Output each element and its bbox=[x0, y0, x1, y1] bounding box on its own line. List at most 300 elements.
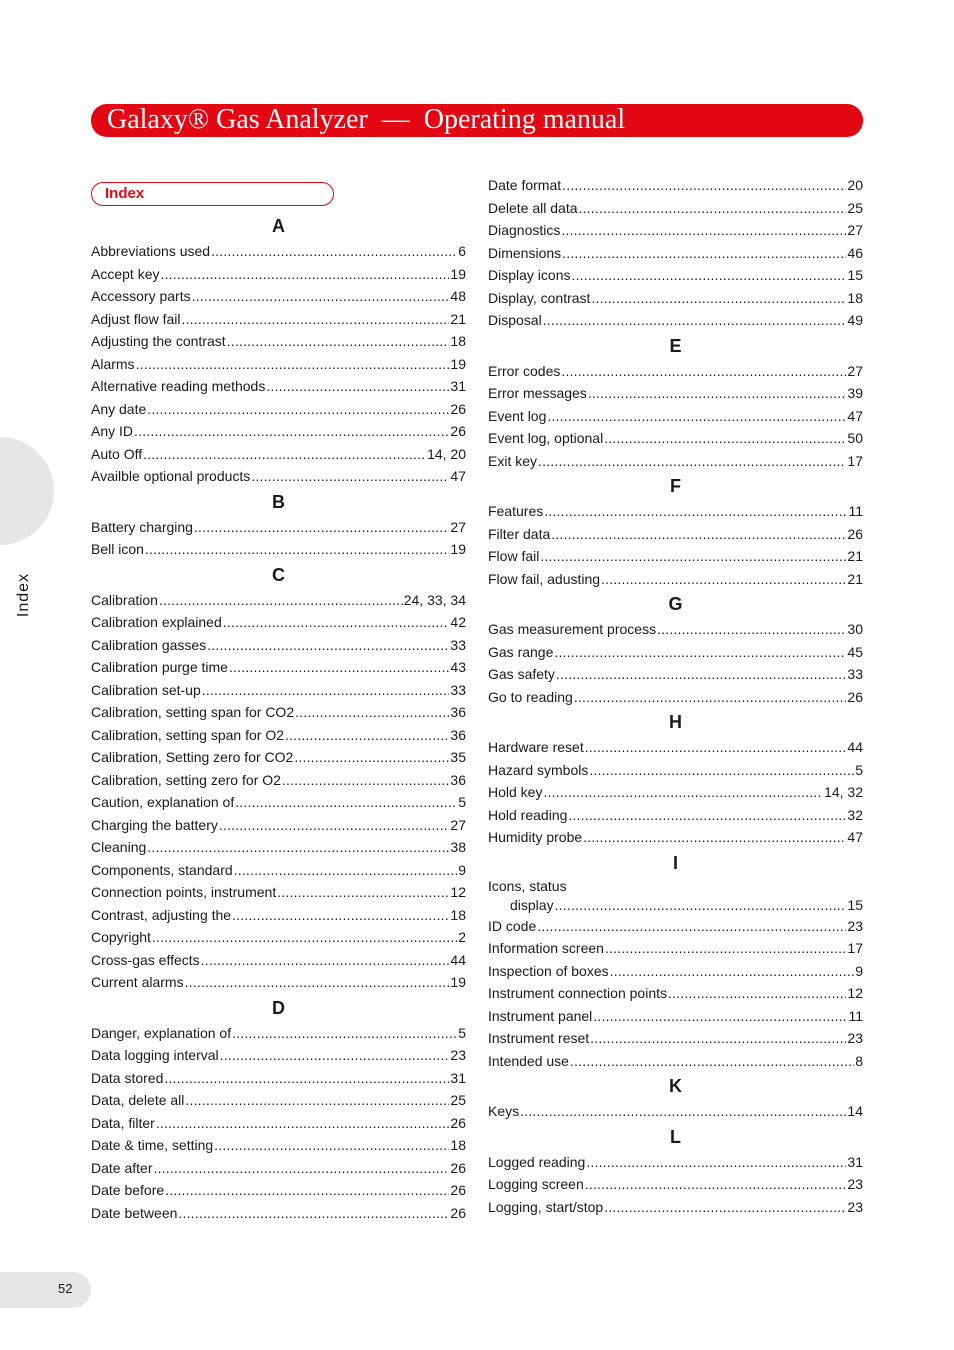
dot-leader bbox=[540, 545, 846, 568]
index-entry-page: 27 bbox=[450, 816, 466, 833]
dot-leader bbox=[160, 263, 449, 286]
index-entry-page: 19 bbox=[450, 974, 466, 990]
dot-leader bbox=[220, 1044, 450, 1067]
index-entry-page: 49 bbox=[847, 312, 863, 328]
index-entry-term: Auto Off bbox=[91, 445, 143, 462]
index-entry-page: 25 bbox=[847, 199, 863, 216]
index-entry bbox=[488, 759, 863, 782]
dot-leader bbox=[156, 1112, 450, 1135]
index-entry-term: Filter data bbox=[488, 525, 551, 542]
index-entry-term: Hardware reset bbox=[488, 739, 584, 755]
index-entry bbox=[488, 242, 863, 265]
index-entry-term: Inspection of boxes bbox=[488, 962, 609, 979]
index-entry-term: Availble optional products bbox=[91, 468, 251, 484]
index-entry-page: 42 bbox=[450, 614, 466, 630]
index-entry-term: Instrument reset bbox=[488, 1030, 590, 1046]
index-entry-page: 26 bbox=[450, 1182, 466, 1198]
dot-leader bbox=[147, 398, 449, 421]
index-entry-page: 50 bbox=[847, 430, 863, 446]
index-entry-page: 33 bbox=[847, 666, 863, 682]
index-entry bbox=[91, 285, 466, 308]
index-entry-term: Hazard symbols bbox=[488, 761, 589, 778]
index-entry-term: Alternative reading methods bbox=[91, 378, 266, 394]
index-entry-page: 19 bbox=[450, 355, 466, 372]
index-letter-heading: I bbox=[672, 852, 678, 873]
index-entry-term: Date after bbox=[91, 1159, 153, 1176]
dot-leader bbox=[574, 686, 847, 709]
dot-leader bbox=[591, 287, 846, 310]
index-entry-page: 44 bbox=[847, 739, 863, 755]
index-entry-page: 15 bbox=[847, 267, 863, 283]
index-entry-term: Disposal bbox=[488, 312, 542, 328]
dot-leader bbox=[579, 197, 847, 220]
index-entry-page: 47 bbox=[847, 407, 863, 424]
index-entry-term: Alarms bbox=[91, 355, 135, 372]
dot-leader bbox=[211, 240, 457, 263]
index-entry-page: 5 bbox=[458, 794, 466, 810]
index-entry-term: Diagnostics bbox=[488, 222, 561, 238]
index-entry bbox=[488, 1027, 863, 1050]
dot-leader bbox=[555, 896, 847, 915]
index-entry-page: 26 bbox=[450, 1114, 466, 1131]
index-column-left bbox=[91, 212, 466, 1224]
index-entry bbox=[91, 538, 466, 561]
dot-leader bbox=[219, 814, 450, 837]
index-entry-term: Data stored bbox=[91, 1069, 164, 1086]
side-tab bbox=[0, 437, 54, 545]
index-entry bbox=[91, 634, 466, 657]
index-entry bbox=[91, 516, 466, 539]
page-number: 52 bbox=[58, 1281, 73, 1296]
index-entry bbox=[91, 1022, 466, 1045]
index-letter-heading: B bbox=[272, 491, 285, 512]
index-entry bbox=[488, 382, 863, 405]
index-entry bbox=[91, 1067, 466, 1090]
index-entry bbox=[488, 405, 863, 428]
dot-leader bbox=[593, 1005, 847, 1028]
dot-leader bbox=[143, 443, 426, 466]
index-entry-term: Hold key bbox=[488, 784, 543, 800]
index-entry bbox=[91, 904, 466, 927]
index-entry-term: Delete all data bbox=[488, 199, 578, 216]
index-entry bbox=[91, 746, 466, 769]
index-entry-term: Humidity probe bbox=[488, 829, 583, 845]
dot-leader bbox=[136, 353, 450, 376]
index-entry-page: 20 bbox=[847, 177, 863, 193]
index-entry-term: Intended use bbox=[488, 1052, 569, 1069]
index-entry-page: 18 bbox=[450, 906, 466, 923]
index-entry-page: 47 bbox=[847, 829, 863, 845]
index-entry-page: 9 bbox=[855, 962, 863, 979]
index-entry-page: 18 bbox=[847, 289, 863, 306]
index-entry-page: 48 bbox=[450, 288, 466, 304]
dot-leader bbox=[282, 769, 450, 792]
dot-leader bbox=[610, 960, 855, 983]
dot-leader bbox=[295, 701, 449, 724]
index-entry bbox=[91, 375, 466, 398]
dot-leader bbox=[537, 915, 846, 938]
index-entry bbox=[91, 263, 466, 286]
index-entry-page: 5 bbox=[458, 1024, 466, 1041]
index-entry-page: 27 bbox=[450, 518, 466, 535]
index-entry bbox=[91, 881, 466, 904]
index-entry-page: 19 bbox=[450, 265, 466, 282]
index-entry bbox=[91, 1179, 466, 1202]
index-entry-term: Dimensions bbox=[488, 244, 562, 261]
dot-leader bbox=[605, 937, 846, 960]
index-entry-page: 23 bbox=[847, 1198, 863, 1215]
index-entry bbox=[91, 240, 466, 263]
dot-leader bbox=[194, 516, 449, 539]
index-entry bbox=[91, 971, 466, 994]
index-entry bbox=[91, 1112, 466, 1135]
dot-leader bbox=[588, 382, 847, 405]
index-entry-term: Cross-gas effects bbox=[91, 951, 200, 968]
dot-leader bbox=[152, 926, 457, 949]
index-entry-term: Instrument panel bbox=[488, 1007, 593, 1024]
index-entry bbox=[488, 174, 863, 197]
index-entry-page: 21 bbox=[847, 570, 863, 587]
dot-leader bbox=[159, 589, 403, 612]
index-entry-page: 11 bbox=[848, 503, 863, 519]
dot-leader bbox=[657, 618, 846, 641]
index-entry-term: Adjusting the contrast bbox=[91, 333, 226, 349]
index-entry bbox=[91, 353, 466, 376]
dot-leader bbox=[207, 634, 449, 657]
dot-leader bbox=[544, 500, 847, 523]
index-entry bbox=[91, 926, 466, 949]
index-entry-page: 33 bbox=[450, 636, 466, 653]
index-entry-page: 14 bbox=[847, 1103, 863, 1119]
index-entry-page: 26 bbox=[450, 1204, 466, 1221]
index-entry bbox=[91, 656, 466, 679]
index-entry-page: 5 bbox=[855, 761, 863, 778]
index-entry bbox=[488, 915, 863, 938]
index-entry bbox=[91, 836, 466, 859]
dot-leader bbox=[134, 420, 449, 443]
index-entry-term: Hold reading bbox=[488, 806, 568, 823]
index-entry bbox=[91, 701, 466, 724]
index-entry bbox=[91, 1044, 466, 1067]
index-letter-heading: F bbox=[670, 476, 681, 496]
index-entry bbox=[488, 877, 863, 896]
index-entry bbox=[91, 814, 466, 837]
dot-leader bbox=[601, 568, 846, 591]
index-entry-page: 19 bbox=[450, 541, 466, 557]
dot-leader bbox=[145, 538, 450, 561]
index-entry-page: 17 bbox=[847, 452, 863, 469]
dot-leader bbox=[192, 285, 450, 308]
index-entry-page: 9 bbox=[458, 861, 466, 878]
dot-leader bbox=[556, 663, 847, 686]
dot-leader bbox=[570, 1050, 854, 1073]
index-letter-heading: C bbox=[272, 564, 285, 585]
dot-leader bbox=[202, 679, 450, 702]
dot-leader bbox=[538, 450, 846, 473]
index-entry bbox=[91, 330, 466, 353]
index-entry-page: 8 bbox=[855, 1052, 863, 1069]
index-entry bbox=[488, 1050, 863, 1073]
index-entry-term: Calibration bbox=[91, 591, 158, 608]
index-entry-page: 18 bbox=[450, 333, 466, 349]
index-entry-page: 12 bbox=[450, 884, 466, 900]
index-entry bbox=[91, 611, 466, 634]
index-entry bbox=[488, 545, 863, 568]
index-entry-page: 47 bbox=[450, 468, 466, 484]
dot-leader bbox=[590, 1027, 846, 1050]
index-entry-page: 24, 33, 34 bbox=[403, 591, 466, 608]
index-entry-page: 26 bbox=[450, 400, 466, 417]
index-entry-page: 21 bbox=[450, 310, 466, 327]
index-entry-page: 35 bbox=[450, 749, 466, 765]
dot-leader bbox=[561, 219, 846, 242]
index-letter-heading: E bbox=[669, 335, 682, 356]
index-entry bbox=[91, 589, 466, 612]
manual-title-bar bbox=[91, 104, 863, 137]
index-entry-term: Calibration purge time bbox=[91, 659, 228, 675]
index-entry-term: Display, contrast bbox=[488, 289, 591, 306]
index-entry bbox=[91, 308, 466, 331]
index-entry-term: Logging screen bbox=[488, 1176, 584, 1192]
index-entry-term: Event log bbox=[488, 407, 547, 424]
index-entry bbox=[91, 398, 466, 421]
index-entry-page: 11 bbox=[848, 1007, 863, 1024]
dot-leader bbox=[668, 982, 846, 1005]
index-entry-page: 2 bbox=[458, 929, 466, 945]
dot-leader bbox=[181, 308, 449, 331]
index-entry-page: 26 bbox=[847, 688, 863, 705]
index-entry-page: 23 bbox=[847, 1030, 863, 1046]
dot-leader bbox=[583, 826, 846, 849]
index-entry bbox=[488, 1196, 863, 1219]
index-entry-term: Danger, explanation of bbox=[91, 1024, 232, 1041]
dot-leader bbox=[223, 611, 450, 634]
index-entry-term: Cleaning bbox=[91, 839, 147, 855]
dot-leader bbox=[586, 1151, 846, 1174]
dot-leader bbox=[285, 724, 449, 747]
index-entry bbox=[488, 937, 863, 960]
index-entry-page: 36 bbox=[450, 771, 466, 788]
index-entry-page: 27 bbox=[847, 362, 863, 379]
dot-leader bbox=[227, 330, 450, 353]
index-entry-page: 26 bbox=[450, 423, 466, 439]
dot-leader bbox=[585, 736, 847, 759]
index-entry bbox=[91, 1134, 466, 1157]
index-column-right bbox=[488, 174, 863, 1218]
dot-leader bbox=[185, 1089, 449, 1112]
index-entry-term: Calibration, setting zero for O2 bbox=[91, 771, 281, 788]
index-entry-page: 31 bbox=[450, 1069, 466, 1086]
index-entry-page: 46 bbox=[847, 244, 863, 261]
index-entry-page: 30 bbox=[847, 621, 863, 637]
index-entry bbox=[488, 736, 863, 759]
index-entry bbox=[488, 960, 863, 983]
index-entry-term: Information screen bbox=[488, 940, 604, 956]
index-entry bbox=[91, 465, 466, 488]
index-entry-page: 45 bbox=[847, 643, 863, 660]
index-entry-term: ID code bbox=[488, 917, 537, 934]
index-entry bbox=[488, 360, 863, 383]
index-entry-page: 21 bbox=[847, 548, 863, 564]
index-entry bbox=[488, 641, 863, 664]
index-entry-page: 38 bbox=[450, 839, 466, 855]
index-entry bbox=[91, 1089, 466, 1112]
index-entry bbox=[488, 804, 863, 827]
index-entry-term: Copyright bbox=[91, 929, 151, 945]
index-entry bbox=[488, 568, 863, 591]
dot-leader bbox=[234, 859, 458, 882]
side-index-label bbox=[11, 570, 37, 620]
index-entry bbox=[91, 791, 466, 814]
index-entry bbox=[488, 309, 863, 332]
dot-leader bbox=[178, 1202, 449, 1225]
dot-leader bbox=[232, 904, 449, 927]
index-entry bbox=[488, 219, 863, 242]
index-entry bbox=[488, 264, 863, 287]
index-entry-term: Contrast, adjusting the bbox=[91, 906, 232, 923]
index-entry-page: 44 bbox=[450, 951, 466, 968]
dot-leader bbox=[165, 1179, 449, 1202]
index-entry-term: Calibration, Setting zero for CO2 bbox=[91, 749, 294, 765]
dot-leader bbox=[232, 1022, 457, 1045]
index-entry-page: 27 bbox=[847, 222, 863, 238]
index-entry-term: Abbreviations used bbox=[91, 243, 211, 259]
dot-leader bbox=[153, 1157, 449, 1180]
index-entry bbox=[488, 450, 863, 473]
index-entry-term: Event log, optional bbox=[488, 430, 604, 446]
index-entry bbox=[91, 1157, 466, 1180]
dot-leader bbox=[604, 427, 846, 450]
index-entry-page: 36 bbox=[450, 704, 466, 720]
dot-leader bbox=[294, 746, 449, 769]
index-entry-term: Calibration, setting span for CO2 bbox=[91, 704, 295, 720]
index-entry bbox=[488, 1173, 863, 1196]
index-entry bbox=[488, 1005, 863, 1028]
index-entry bbox=[488, 500, 863, 523]
index-entry-term: Charging the battery bbox=[91, 816, 218, 833]
dot-leader bbox=[147, 836, 449, 859]
index-entry-term: Caution, explanation of bbox=[91, 794, 235, 810]
dot-leader bbox=[589, 759, 854, 782]
index-entry-term: Data, filter bbox=[91, 1114, 155, 1131]
index-entry bbox=[488, 826, 863, 849]
side-index-text: Index bbox=[15, 572, 32, 618]
index-entry-page: 26 bbox=[847, 525, 863, 542]
index-entry-term: Error codes bbox=[488, 362, 561, 379]
index-entry-term: Flow fail bbox=[488, 548, 540, 564]
index-entry bbox=[488, 287, 863, 310]
index-entry-page: 6 bbox=[458, 243, 466, 259]
index-entry-page: 17 bbox=[847, 940, 863, 956]
index-section-label: Index bbox=[91, 182, 334, 206]
index-entry-term: display bbox=[510, 896, 554, 913]
page-number-tab bbox=[0, 1272, 91, 1308]
dot-leader bbox=[568, 804, 846, 827]
index-entry-term: Data logging interval bbox=[91, 1047, 219, 1063]
index-entry bbox=[91, 443, 466, 466]
index-entry-term: Date & time, setting bbox=[91, 1137, 214, 1153]
index-entry-term: Instrument connection points bbox=[488, 985, 667, 1001]
index-entry-page: 14, 20 bbox=[427, 445, 466, 462]
dot-leader bbox=[562, 174, 846, 197]
dot-leader bbox=[201, 949, 450, 972]
dot-leader bbox=[229, 656, 449, 679]
dot-leader bbox=[562, 242, 846, 265]
index-letter-heading: H bbox=[669, 712, 682, 732]
index-entry-term: Exit key bbox=[488, 452, 538, 469]
index-entry-page: 43 bbox=[450, 659, 466, 675]
index-entry bbox=[91, 679, 466, 702]
index-entry-term: Accept key bbox=[91, 265, 160, 282]
index-entry-term: Current alarms bbox=[91, 974, 184, 990]
index-entry-term: Icons, status bbox=[488, 877, 567, 894]
index-entry-page: 12 bbox=[847, 985, 863, 1001]
index-entry-term: Logged reading bbox=[488, 1153, 586, 1170]
dot-leader bbox=[520, 1100, 846, 1123]
dot-leader bbox=[235, 791, 457, 814]
dot-leader bbox=[277, 881, 449, 904]
index-entry-term: Date between bbox=[91, 1204, 178, 1221]
index-entry-page: 36 bbox=[450, 726, 466, 743]
index-entry bbox=[488, 1100, 863, 1123]
index-letter-heading: K bbox=[669, 1076, 682, 1096]
index-entry-page: 26 bbox=[450, 1159, 466, 1176]
index-entry-term: Date format bbox=[488, 177, 562, 193]
index-entry-term: Gas measurement process bbox=[488, 621, 657, 637]
index-entry-page: 23 bbox=[450, 1047, 466, 1063]
dot-leader bbox=[551, 523, 846, 546]
index-entry-term: Accessory parts bbox=[91, 288, 191, 304]
index-entry-term: Display icons bbox=[488, 267, 571, 283]
index-entry-term: Flow fail, adusting bbox=[488, 570, 601, 587]
index-entry bbox=[91, 420, 466, 443]
index-entry-page: 23 bbox=[847, 917, 863, 934]
index-entry-page: 31 bbox=[847, 1153, 863, 1170]
index-letter-heading: L bbox=[670, 1126, 681, 1147]
index-entry-page: 31 bbox=[450, 378, 466, 394]
index-entry bbox=[488, 896, 863, 915]
index-entry bbox=[91, 769, 466, 792]
dot-leader bbox=[543, 309, 847, 332]
index-entry bbox=[488, 618, 863, 641]
index-entry-page: 15 bbox=[847, 896, 863, 913]
index-entry bbox=[91, 859, 466, 882]
index-entry-term: Keys bbox=[488, 1103, 520, 1119]
dot-leader bbox=[543, 781, 823, 804]
index-entry bbox=[91, 949, 466, 972]
index-letter-heading: G bbox=[668, 594, 683, 614]
dot-leader bbox=[214, 1134, 449, 1157]
index-entry bbox=[488, 523, 863, 546]
index-entry-page: 32 bbox=[847, 806, 863, 823]
index-entry-term: Any ID bbox=[91, 423, 134, 439]
dot-leader bbox=[585, 1173, 847, 1196]
index-entry-page: 25 bbox=[450, 1092, 466, 1108]
index-entry-term: Any date bbox=[91, 400, 147, 417]
index-entry-term: Go to reading bbox=[488, 688, 573, 705]
manual-title: Galaxy® Gas Analyzer — Operating manual bbox=[107, 104, 626, 135]
dot-leader bbox=[547, 405, 846, 428]
index-entry bbox=[488, 427, 863, 450]
index-entry bbox=[488, 1151, 863, 1174]
dot-leader bbox=[554, 641, 846, 664]
index-entry-term: Calibration, setting span for O2 bbox=[91, 726, 284, 743]
index-entry-page: 33 bbox=[450, 681, 466, 698]
index-letter-heading: D bbox=[272, 997, 285, 1018]
dot-leader bbox=[251, 465, 449, 488]
index-entry-term: Bell icon bbox=[91, 541, 144, 557]
dot-leader bbox=[561, 360, 846, 383]
